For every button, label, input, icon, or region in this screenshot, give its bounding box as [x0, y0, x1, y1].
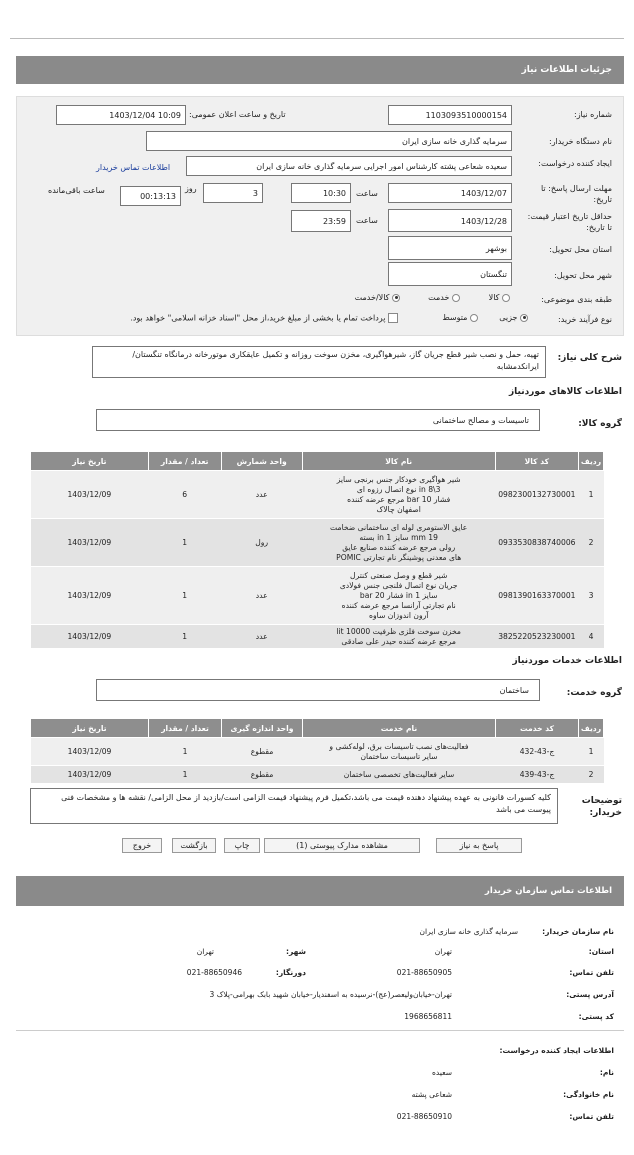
row-number: 4	[579, 625, 604, 649]
days-remaining-field: 3	[203, 183, 263, 203]
creator-info-title: اطلاعات ایجاد کننده درخواست:	[499, 1046, 614, 1055]
announce-field: 1403/12/04 10:09	[56, 105, 186, 125]
services-section-title: اطلاعات خدمات موردنیاز	[512, 656, 622, 666]
item-qty: 1	[148, 567, 221, 625]
item-code: 0933530838740006	[495, 519, 578, 567]
contact-fax: 021-88650946	[186, 968, 242, 977]
notes-box: کلیه کسورات قانونی به عهده پیشنهاد دهنده قیمت می باشد،تکمیل فرم پیشنهاد قیمت الزامی است/بازدید از محل الزامی/ نقشه ها و مشخصات فنی پیوست می باشد	[30, 788, 558, 824]
contact-title: اطلاعات تماس سازمان خریدار	[484, 886, 612, 896]
contact-address-label: آدرس پستی:	[566, 990, 614, 999]
goods-table	[30, 451, 604, 649]
item-qty: 6	[148, 471, 221, 519]
item-date: 1403/12/09	[31, 519, 149, 567]
contact-phone: 021-88650905	[396, 968, 452, 977]
goods-col-unit: واحد شمارش	[221, 452, 302, 471]
attachments-button[interactable]: مشاهده مدارک پیوستی (1)	[264, 838, 420, 853]
buyer-org-label: نام دستگاه خریدار:	[549, 137, 612, 146]
contact-province: تهران	[434, 947, 452, 956]
contact-postal-label: کد پستی:	[578, 1012, 614, 1021]
province-field: بوشهر	[388, 236, 512, 260]
services-col-unit: واحد اندازه گیری	[222, 719, 303, 738]
item-unit: رول	[221, 519, 302, 567]
summary-label: شرح کلی نیاز:	[557, 353, 622, 363]
item-qty: 1	[148, 625, 221, 649]
creator-family-label: نام خانوادگی:	[563, 1090, 614, 1099]
process-option-medium[interactable]: متوسط	[442, 313, 478, 322]
services-col-code: کد خدمت	[496, 719, 579, 738]
services-table	[30, 718, 604, 784]
process-radio-group	[40, 312, 528, 326]
contact-org-label: نام سازمان خریدار:	[542, 927, 614, 936]
creator-phone: 021-88650910	[396, 1112, 452, 1121]
service-date: 1403/12/09	[31, 766, 149, 784]
category-option-goods[interactable]: کالا	[489, 293, 510, 302]
day-label: روز	[185, 184, 197, 193]
goods-table-header	[31, 452, 604, 471]
service-qty: 1	[149, 738, 222, 766]
summary-box: تهیه، حمل و نصب شیر قطع جریان گاز، شیرهواگیری، مخزن سوخت روزانه و تکمیل عایقکاری موتورخانه درمانگاه تنگستان/ایرانکدمشابه	[92, 346, 546, 378]
category-option-both[interactable]: کالا/خدمت	[355, 293, 400, 302]
item-unit: عدد	[221, 625, 302, 649]
validity-time-label: ساعت	[356, 216, 378, 225]
service-code: ج-43-432	[496, 738, 579, 766]
service-name: سایر فعالیت‌های تخصصی ساختمان	[303, 766, 496, 784]
row-number: 3	[579, 567, 604, 625]
contact-city-label: شهر:	[286, 947, 306, 956]
contact-postal: 1968656811	[404, 1012, 452, 1021]
creator-phone-label: تلفن تماس:	[569, 1112, 614, 1121]
treasury-checkbox[interactable]	[388, 313, 398, 323]
row-number: 1	[579, 471, 604, 519]
goods-group-label: گروه کالا:	[578, 419, 622, 429]
goods-group-field: تاسیسات و مصالح ساختمانی	[96, 409, 540, 431]
need-number-field: 1103093510000154	[388, 105, 512, 125]
page-title: جزئیات اطلاعات نیاز	[521, 65, 612, 75]
creator-name: سعیده	[431, 1068, 452, 1077]
send-deadline-date-field: 1403/12/07	[388, 183, 512, 203]
service-name: فعالیت‌های نصب تاسیسات برق، لوله‌کشی و سایر تاسیسات ساختمان	[303, 738, 496, 766]
process-label: نوع فرآیند خرید:	[558, 315, 612, 324]
category-radio-service[interactable]	[452, 294, 460, 302]
item-name: عایق الاستومری لوله ای ساختمانی ضخامت 19 mm سایز 1 in بسته رولی مرجع عرضه کننده صنایع عایق های معدنی پوشینگر نام تجارتی POMIC	[302, 519, 495, 567]
goods-col-row: ردیف	[579, 452, 604, 471]
table-row	[31, 766, 604, 784]
exit-button[interactable]: خروج	[122, 838, 162, 853]
contact-panel	[16, 906, 624, 1155]
process-option-minor[interactable]: جزیی	[499, 313, 528, 322]
top-rule	[10, 38, 624, 39]
table-row	[31, 567, 604, 625]
notes-label: توضیحات خریدار:	[581, 796, 622, 818]
print-button[interactable]: چاپ	[224, 838, 260, 853]
city-label: شهر محل تحویل:	[554, 271, 612, 280]
table-row	[31, 519, 604, 567]
send-deadline-time-field: 10:30	[291, 183, 351, 203]
item-name: شیر قطع و وصل صنعتی کنترل جریان نوع اتصال فلنجی جنس فولادی سایز 1 in فشار 20 bar نام تجارتی آرانسا مرجع عرضه کننده آرون اندوزان ساوه	[302, 567, 495, 625]
treasury-note: پرداخت تمام یا بخشی از مبلغ خرید،از محل "اسناد خزانه اسلامی" خواهد بود.	[130, 313, 386, 323]
item-unit: عدد	[221, 567, 302, 625]
reply-button[interactable]: پاسخ به نیاز	[436, 838, 522, 853]
creator-field: سعیده شعاعی پشته کارشناس امور اجرایی سرمایه گذاری خانه سازی ایران	[186, 156, 512, 176]
item-date: 1403/12/09	[31, 471, 149, 519]
table-row	[31, 738, 604, 766]
validity-time-field: 23:59	[291, 210, 351, 232]
row-number: 2	[579, 766, 604, 784]
remaining-time-field: 00:13:13	[120, 186, 181, 206]
buyer-org-field: سرمایه گذاری خانه سازی ایران	[146, 131, 512, 151]
contact-province-label: استان:	[588, 947, 614, 956]
validity-label: حداقل تاریخ اعتبار قیمت: تا تاریخ:	[527, 212, 612, 232]
service-unit: مقطوع	[222, 766, 303, 784]
services-col-name: نام خدمت	[303, 719, 496, 738]
services-group-field: ساختمان	[96, 679, 540, 701]
goods-section-title: اطلاعات کالاهای موردنیاز	[508, 387, 622, 397]
service-qty: 1	[149, 766, 222, 784]
treasury-option[interactable]	[130, 313, 398, 323]
row-number: 1	[579, 738, 604, 766]
service-unit: مقطوع	[222, 738, 303, 766]
services-col-row: ردیف	[579, 719, 604, 738]
creator-label: ایجاد کننده درخواست:	[538, 159, 612, 168]
city-field: تنگستان	[388, 262, 512, 286]
creator-name-label: نام:	[599, 1068, 614, 1077]
province-label: استان محل تحویل:	[549, 245, 612, 254]
announce-label: تاریخ و ساعت اعلان عمومی:	[189, 110, 286, 119]
goods-col-code: کد کالا	[495, 452, 578, 471]
table-row	[31, 625, 604, 649]
services-table-header	[31, 719, 604, 738]
back-button[interactable]: بازگشت	[172, 838, 216, 853]
contact-header	[16, 876, 624, 906]
services-col-qty: تعداد / مقدار	[149, 719, 222, 738]
buyer-contact-link[interactable]: اطلاعات تماس خریدار	[96, 163, 171, 172]
contact-phone-label: تلفن تماس:	[569, 968, 614, 977]
row-number: 2	[579, 519, 604, 567]
service-code: ج-43-439	[496, 766, 579, 784]
need-number-label: شماره نیاز:	[574, 110, 612, 119]
process-radio-minor[interactable]	[520, 314, 528, 322]
send-deadline-label: مهلت ارسال پاسخ: تا تاریخ:	[540, 184, 612, 204]
goods-col-qty: تعداد / مقدار	[148, 452, 221, 471]
item-code: 0981390163370001	[495, 567, 578, 625]
contact-city: تهران	[196, 947, 214, 956]
remaining-label: ساعت باقی‌مانده	[48, 186, 105, 195]
contact-fax-label: دورنگار:	[275, 968, 306, 977]
item-qty: 1	[148, 519, 221, 567]
category-option-service[interactable]: خدمت	[428, 293, 460, 302]
creator-family: شعاعی پشته	[411, 1090, 452, 1099]
item-date: 1403/12/09	[31, 567, 149, 625]
item-name: شیر هواگیری خودکار جنس برنجی سایز 3\8 in نوع اتصال رزوه ای فشار 10 bar مرجع عرضه کننده اصفهان چالاک	[302, 471, 495, 519]
send-time-label: ساعت	[356, 189, 378, 198]
table-row	[31, 471, 604, 519]
services-col-date: تاریخ نیاز	[31, 719, 149, 738]
validity-date-field: 1403/12/28	[388, 209, 512, 232]
item-date: 1403/12/09	[31, 625, 149, 649]
item-code: 0982300132730001	[495, 471, 578, 519]
goods-col-name: نام کالا	[302, 452, 495, 471]
category-radio-both[interactable]	[392, 294, 400, 302]
category-radio-goods[interactable]	[502, 294, 510, 302]
category-radio-group	[300, 292, 510, 306]
process-radio-medium[interactable]	[470, 314, 478, 322]
item-unit: عدد	[221, 471, 302, 519]
service-date: 1403/12/09	[31, 738, 149, 766]
category-label: طبقه بندی موضوعی:	[541, 295, 612, 304]
contact-divider	[16, 1030, 624, 1031]
item-code: 3825220523230001	[495, 625, 578, 649]
contact-org: سرمایه گذاری خانه سازی ایران	[419, 927, 518, 936]
contact-address: تهران-خیابان‌ولیعصر(عج)-نرسیده به اسفندیار-خیابان شهید بابک بهرامی-پلاک 3	[209, 990, 452, 999]
page-header	[16, 56, 624, 84]
item-name: مخزن سوخت فلزی ظرفیت 10000 lit مرجع عرضه کننده حیدر علی صادقی	[302, 625, 495, 649]
services-group-label: گروه خدمت:	[566, 688, 622, 698]
goods-col-date: تاریخ نیاز	[31, 452, 149, 471]
